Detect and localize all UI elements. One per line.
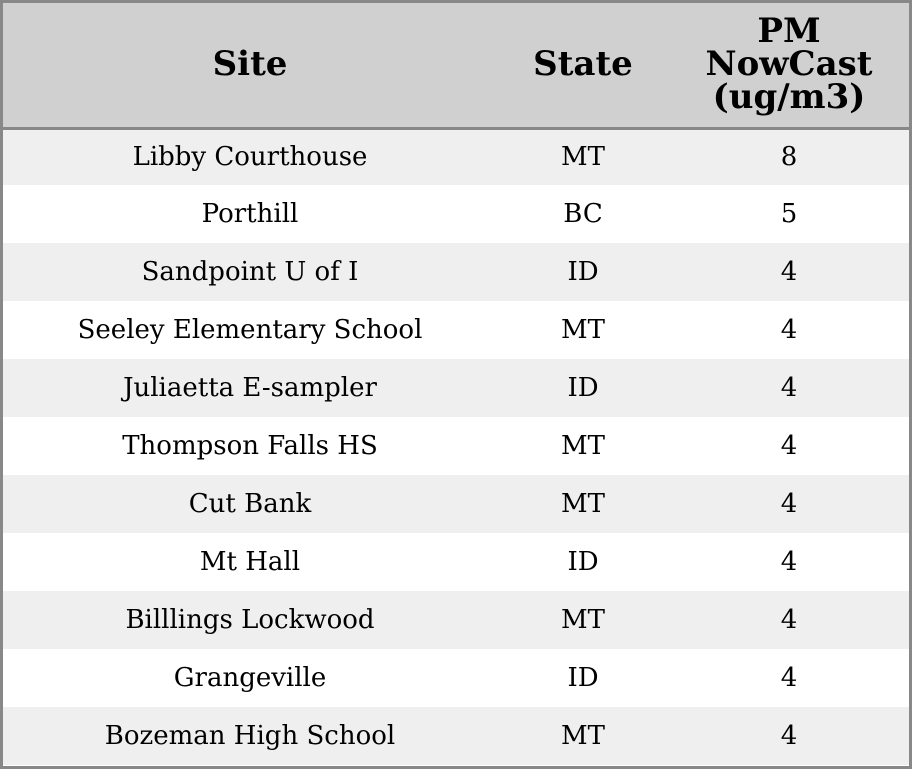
cell-site: Thompson Falls HS [122, 431, 378, 461]
cell-state: ID [567, 257, 599, 287]
cell-state: BC [563, 199, 603, 229]
air-quality-table [3, 3, 909, 765]
cell-pm-value: 4 [780, 547, 798, 577]
cell-pm-value: 8 [780, 142, 798, 173]
cell-state: MT [561, 142, 605, 173]
cell-site: Juliaetta E-sampler [123, 373, 377, 403]
table-row [3, 243, 909, 301]
cell-site: Seeley Elementary School [77, 315, 423, 345]
table-row [3, 707, 909, 765]
cell-pm-value: 4 [780, 489, 798, 519]
cell-state: ID [567, 547, 599, 577]
cell-site: Grangeville [173, 663, 327, 693]
cell-site: Porthill [201, 199, 299, 229]
cell-pm-value: 4 [780, 431, 798, 461]
cell-pm-value: 4 [780, 605, 798, 635]
table-body [3, 128, 909, 765]
table-row [3, 128, 909, 185]
cell-pm-value: 4 [780, 373, 798, 403]
cell-site: Sandpoint U of I [141, 257, 359, 287]
column-header-pm-line-3: (ug/m3) [712, 77, 866, 118]
table-row [3, 417, 909, 475]
column-header-site-label: Site [212, 44, 288, 85]
cell-pm-value: 4 [780, 315, 798, 345]
column-header-state-label: State [533, 44, 633, 85]
cell-state: MT [561, 431, 605, 461]
table-row [3, 591, 909, 649]
cell-state: MT [561, 605, 605, 635]
cell-site: Cut Bank [188, 489, 312, 519]
table-row [3, 475, 909, 533]
cell-site: Libby Courthouse [132, 142, 368, 173]
table-row [3, 301, 909, 359]
table-row [3, 649, 909, 707]
cell-site: Bozeman High School [104, 721, 396, 751]
table-header-row [3, 3, 909, 128]
column-header-pm-nowcast [669, 3, 909, 128]
cell-pm-value: 5 [780, 199, 798, 229]
table-row [3, 185, 909, 243]
cell-state: ID [567, 373, 599, 403]
cell-state: MT [561, 315, 605, 345]
column-header-pm-line-2: NowCast [705, 44, 873, 85]
cell-site: Mt Hall [199, 547, 301, 577]
cell-state: ID [567, 663, 599, 693]
column-header-state [497, 3, 669, 128]
cell-site: Billlings Lockwood [125, 605, 375, 635]
cell-pm-value: 4 [780, 663, 798, 693]
cell-state: MT [561, 489, 605, 519]
cell-pm-value: 4 [780, 721, 798, 751]
cell-state: MT [561, 721, 605, 751]
column-header-site [3, 3, 497, 128]
table-row [3, 533, 909, 591]
column-header-pm-line-1: PM [757, 11, 821, 52]
table-row [3, 359, 909, 417]
cell-pm-value: 4 [780, 257, 798, 287]
